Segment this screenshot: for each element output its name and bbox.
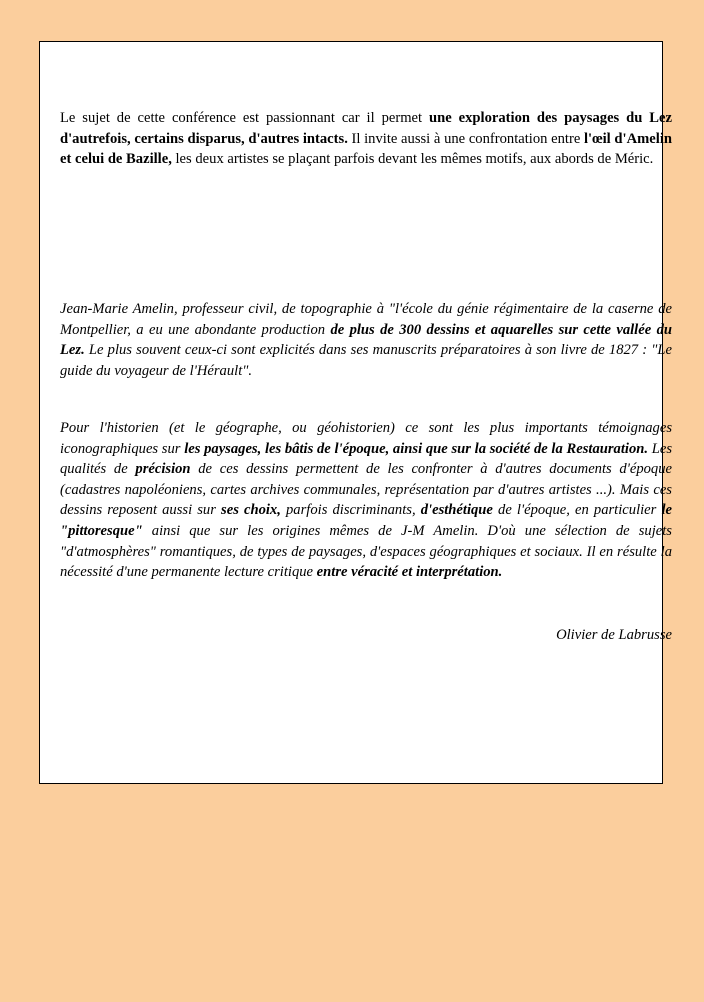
historien-text-run-7: parfois discriminants,	[280, 502, 421, 519]
historien-text-run-1: Pour l'historien (et le géographe, ou géohistorien) ce sont les plus importants témoignages iconographiques sur	[60, 420, 672, 457]
document-body	[50, 42, 673, 783]
historien-bold-run-12: entre véracité et interprétation.	[316, 564, 503, 581]
historien-bold-run-2: les paysages, les bâtis de l'époque, ainsi que sur la société de la Restauration.	[184, 440, 649, 457]
historien-text-run-11: ainsi que sur les origines mêmes de J-M Amelin. D'où une sélection de sujets "d'atmosphères" romantiques, de types de paysages, d'espaces géographiques et sociaux. Il en résulte la nécessité d'une permanente lecture critique	[60, 522, 672, 581]
amelin-bold-run-2: de plus de 300 dessins et aquarelles sur cette vallée du Lez.	[60, 321, 672, 359]
document-page	[39, 41, 673, 784]
paragraph-intro	[60, 108, 672, 170]
paragraph-amelin	[60, 299, 672, 381]
historien-bold-run-10: le "pittoresque"	[60, 502, 673, 539]
intro-bold-run-4: l'œil d'Amelin et celui de Bazille,	[60, 130, 672, 168]
historien-bold-run-8: d'esthétique	[420, 502, 493, 519]
signature-author: Olivier de Labrusse	[556, 627, 672, 643]
intro-bold-run-2: une exploration des paysages du Lez d'autrefois, certains disparus, d'autres intacts.	[60, 110, 672, 147]
historien-text-run-9: de l'époque, en particulier	[492, 502, 662, 519]
paragraph-historien	[60, 418, 672, 583]
historien-bold-run-4: précision	[135, 461, 191, 478]
historien-bold-run-6: ses choix,	[221, 502, 281, 519]
historien-text-run-3: Les qualités de	[60, 440, 673, 478]
intro-text-run-5: les deux artistes se plaçant parfois devant les mêmes motifs, aux abords de Méric.	[171, 151, 654, 168]
amelin-text-run-1: Jean-Marie Amelin, professeur civil, de topographie à "l'école du génie régimentaire de la caserne de Montpellier, a eu une abondante production	[60, 301, 672, 338]
historien-text-run-5: de ces dessins permettent de les confronter à d'autres documents d'époque (cadastres napoléoniens, cartes archives communales, représentation par d'autres artistes ...). Mais ces dessins reposent aussi sur	[60, 461, 672, 519]
intro-text-run-1: Le sujet de cette conférence est passionnant car il permet	[60, 110, 430, 126]
amelin-text-run-3: Le plus souvent ceux-ci sont explicités dans ses manuscrits préparatoires à son livre de 1827 : "Le guide du voyageur de l'Hérault".	[60, 342, 672, 379]
intro-text-run-3: Il invite aussi à une confrontation entre	[347, 130, 584, 147]
